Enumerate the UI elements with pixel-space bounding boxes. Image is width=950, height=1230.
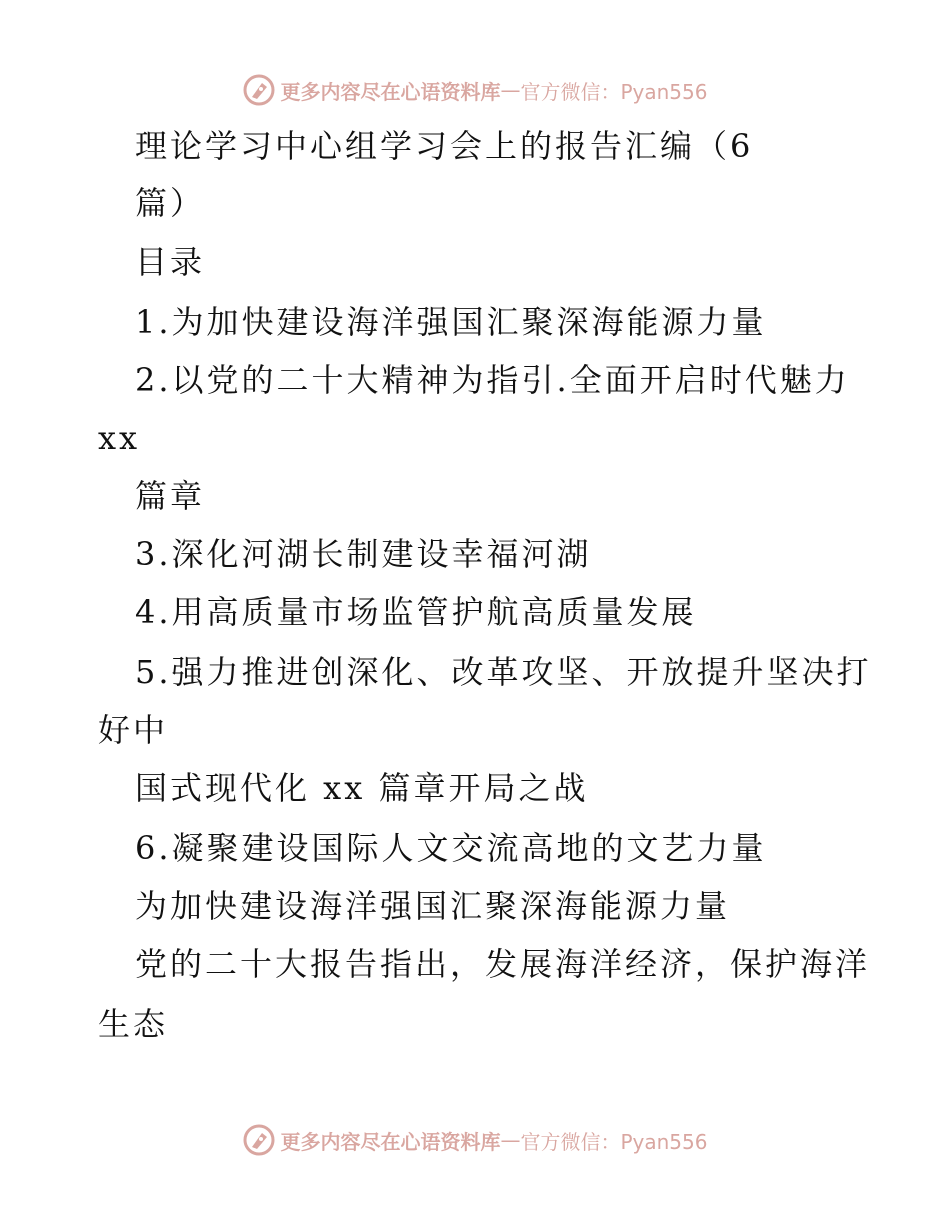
watermark-wechat: 官方微信：Pyan556 bbox=[520, 1129, 708, 1154]
watermark-wechat: 官方微信：Pyan556 bbox=[520, 79, 708, 104]
pen-nib-circle-icon bbox=[242, 73, 276, 107]
toc-item-3: 3.深化河湖长制建设幸福河湖 bbox=[135, 535, 592, 573]
toc-item-4: 4.用高质量市场监管护航高质量发展 bbox=[135, 593, 697, 631]
toc-heading: 目录 bbox=[135, 243, 206, 281]
footer-watermark bbox=[0, 1120, 950, 1160]
toc-item-6: 6.凝聚建设国际人文交流高地的文艺力量 bbox=[135, 829, 767, 867]
document-title: 理论学习中心组学习会上的报告汇编（6 bbox=[135, 127, 754, 165]
document-title-continued: 篇） bbox=[135, 184, 206, 222]
watermark-separator: — bbox=[500, 1128, 521, 1152]
watermark-main-text: 更多内容尽在心语资料库 bbox=[280, 79, 501, 104]
watermark-main-text: 更多内容尽在心语资料库 bbox=[280, 1129, 501, 1154]
toc-item-2-cont2: 篇章 bbox=[135, 477, 206, 515]
toc-item-2: 2.以党的二十大精神为指引.全面开启时代魅力 bbox=[135, 361, 850, 399]
toc-item-5-cont2: 国式现代化 xx 篇章开局之战 bbox=[135, 769, 589, 807]
header-watermark bbox=[0, 70, 950, 110]
section-title: 为加快建设海洋强国汇聚深海能源力量 bbox=[135, 887, 731, 925]
toc-item-1: 1.为加快建设海洋强国汇聚深海能源力量 bbox=[135, 303, 767, 341]
toc-item-2-cont: xx bbox=[98, 419, 141, 457]
toc-item-5-cont: 好中 bbox=[98, 711, 169, 749]
toc-item-5: 5.强力推进创深化、改革攻坚、开放提升坚决打 bbox=[135, 653, 872, 691]
pen-nib-circle-icon bbox=[242, 1123, 276, 1157]
body-paragraph-cont: 生态 bbox=[98, 1005, 169, 1043]
watermark-separator: — bbox=[500, 78, 521, 102]
body-paragraph: 党的二十大报告指出，发展海洋经济，保护海洋 bbox=[135, 945, 871, 983]
